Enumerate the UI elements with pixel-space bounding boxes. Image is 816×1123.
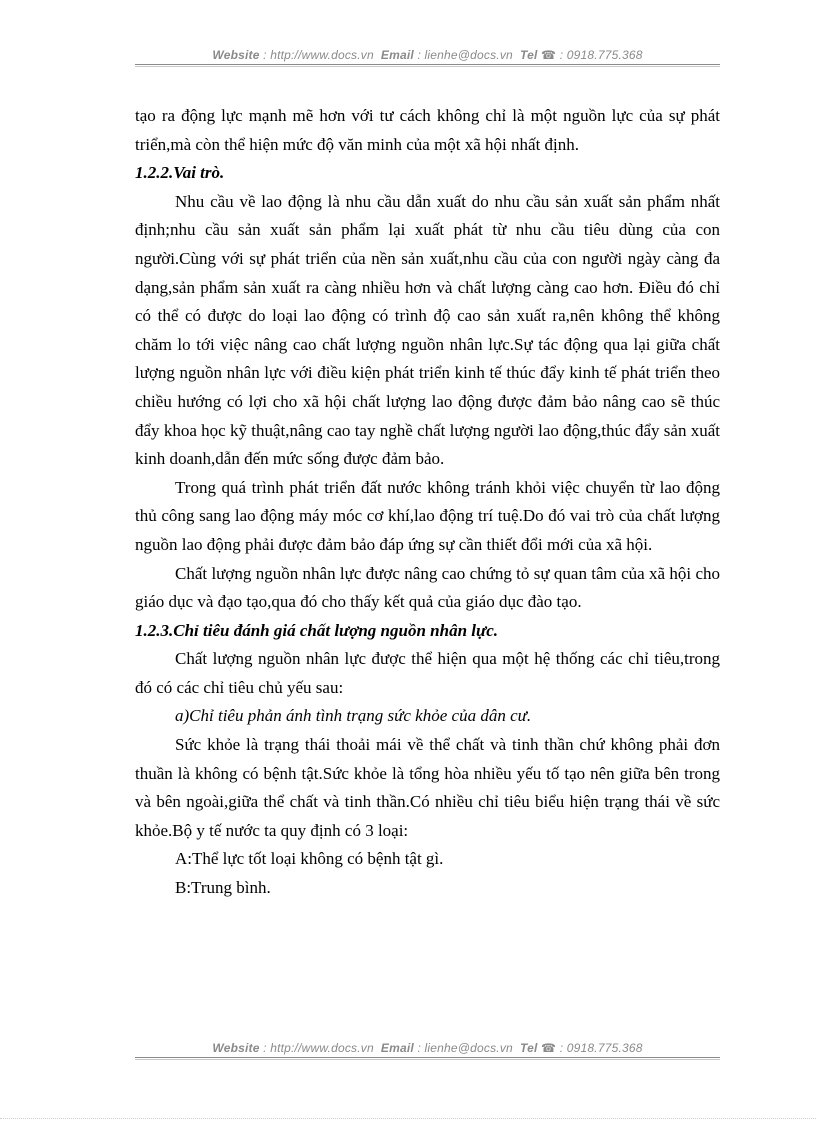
paragraph-role-2: Trong quá trình phát triển đất nước không tránh khỏi việc chuyển từ lao động thủ công sang lao động máy móc cơ khí,lao động trí tuệ.Do đó vai trò của chất lượng nguồn lao động phải được đảm bảo đáp ứng sự cần thiết đổi mới của xã hội.	[135, 477, 720, 554]
phone-icon: ☎	[541, 48, 557, 62]
paragraph-role-1: Nhu cầu về lao động là nhu cầu dẫn xuất do nhu cầu sản xuất sản phẩm nhất định;nhu cầu sản xuất sản phẩm lại xuất phát từ nhu cầu tiêu dùng của con người.Cùng với sự phát triển của nền sản xuất,nhu cầu của con người ngày càng đa dạng,sản phẩm sản xuất ra càng nhiều hơn và chất lượng càng cao hơn. Điều đó chỉ có thể có được do loại lao động có trình độ cao sản xuất ra,nên không thể không chăm lo tới việc nâng cao chất lượng nguồn nhân lực.Sự tác động qua lại giữa chất lượng nguồn nhân lực với điều kiện phát triển kinh tế thúc đẩy kinh tế phát triển theo chiều hướng có lợi cho xã hội chất lượng lao động được đảm bảo nâng cao sẽ thúc đẩy khoa học kỹ thuật,nâng cao tay nghề chất lượng người lao động,thúc đẩy sản xuất kinh doanh,dẫn đến mức sống được đảm bảo.	[135, 191, 720, 469]
header-website-value: : http://www.docs.vn	[259, 48, 374, 62]
footer-email-value: : lienhe@docs.vn	[413, 1041, 513, 1055]
footer-divider	[135, 1059, 720, 1060]
header-email-value: : lienhe@docs.vn	[413, 48, 513, 62]
paragraph-continued: tạo ra động lực mạnh mẽ hơn với tư cách không chỉ là một nguồn lực của sự phát triển,mà còn thể hiện mức độ văn minh của một xã hội nhất định.	[135, 106, 720, 154]
phone-icon: ☎	[541, 1041, 557, 1055]
section-heading-1-2-2: 1.2.2.Vai trò.	[135, 163, 225, 183]
page-bottom-edge	[0, 1118, 816, 1119]
document-body	[135, 102, 720, 903]
footer-website-label: Website	[212, 1041, 260, 1055]
header-tel-value: : 0918.775.368	[556, 48, 643, 62]
section-heading-1-2-3: 1.2.3.Chỉ tiêu đánh giá chất lượng nguồn nhân lực.	[135, 620, 498, 640]
header-email-label: Email	[380, 48, 414, 62]
footer-website-value: : http://www.docs.vn	[259, 1041, 374, 1055]
paragraph-health: Sức khỏe là trạng thái thoải mái về thể chất và tinh thần chứ không phải đơn thuần là không có bệnh tật.Sức khỏe là tổng hòa nhiều yếu tố tạo nên giữa bên trong và bên ngoài,giữa thể chất và tinh thần.Có nhiều chỉ tiêu biểu hiện trạng thái về sức khỏe.Bộ y tế nước ta quy định có 3 loại:	[135, 735, 720, 840]
paragraph-criteria-1: Chất lượng nguồn nhân lực được thể hiện qua một hệ thống các chỉ tiêu,trong đó có các chỉ tiêu chủ yếu sau:	[135, 649, 720, 697]
list-item-a: A:Thể lực tốt loại không có bệnh tật gì.	[175, 849, 444, 869]
list-item-b: B:Trung bình.	[175, 878, 271, 898]
page-footer	[135, 1041, 720, 1058]
footer-email-label: Email	[380, 1041, 414, 1055]
header-tel-label: Tel	[519, 48, 538, 62]
page-header	[135, 48, 720, 65]
header-website-label: Website	[212, 48, 260, 62]
paragraph-role-3: Chất lượng nguồn nhân lực được nâng cao chứng tỏ sự quan tâm của xã hội cho giáo dục và đạo tạo,qua đó cho thấy kết quả của giáo dục đào tạo.	[135, 563, 720, 612]
footer-tel-value: : 0918.775.368	[556, 1041, 643, 1055]
header-divider	[135, 66, 720, 67]
footer-tel-label: Tel	[519, 1041, 538, 1055]
subitem-a: a)Chỉ tiêu phản ánh tình trạng sức khỏe của dân cư.	[175, 706, 532, 726]
